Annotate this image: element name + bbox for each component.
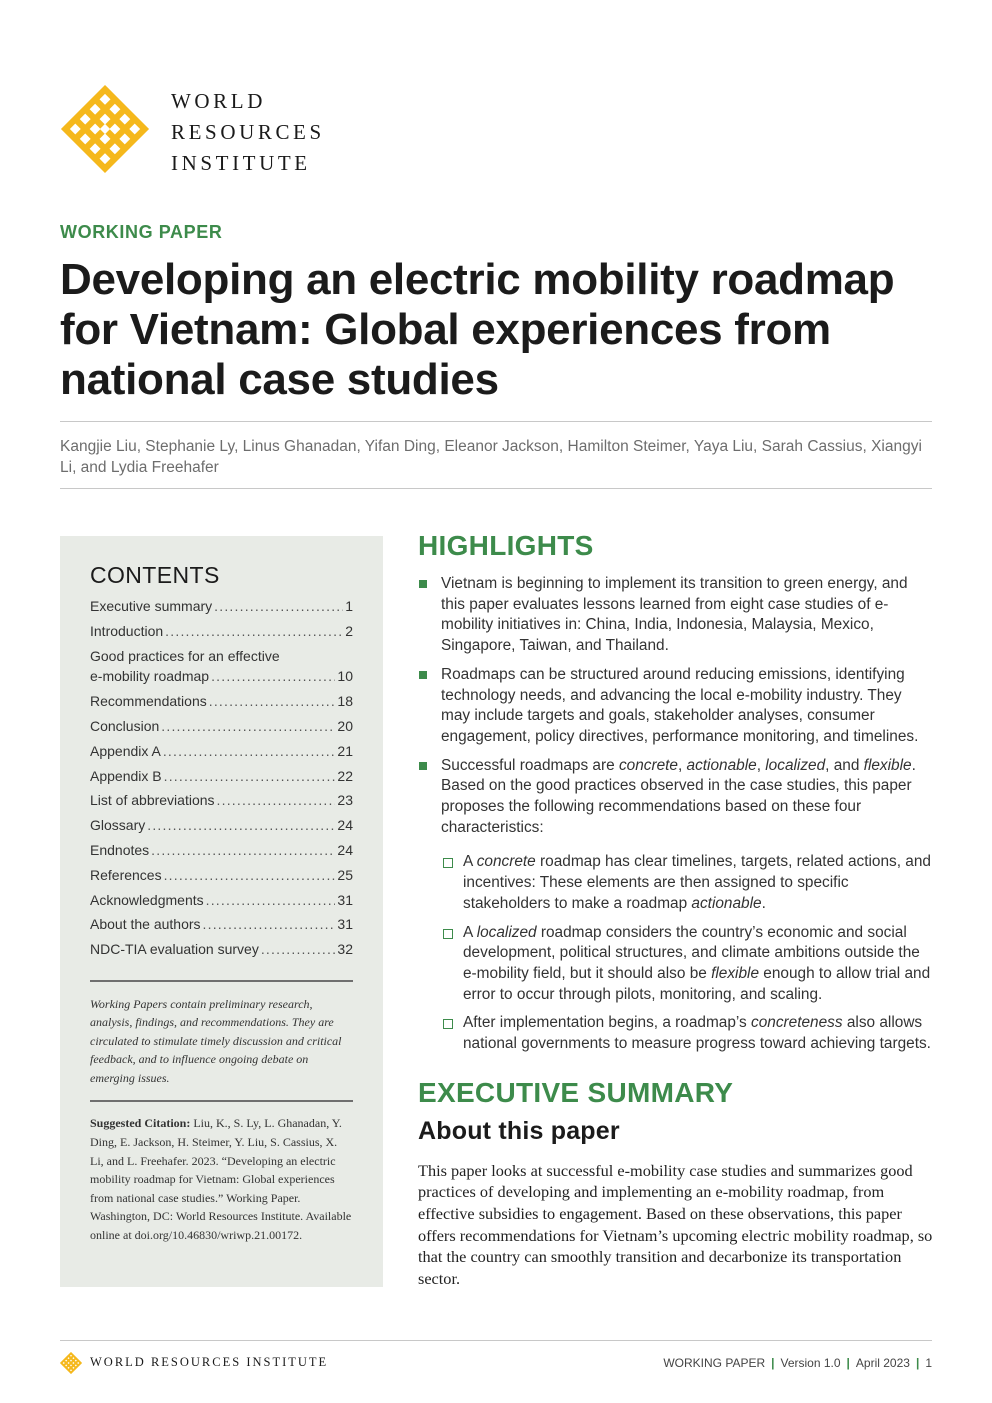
- page-number: 1: [925, 1356, 932, 1370]
- footer-doc-type: WORKING PAPER: [663, 1356, 766, 1370]
- toc-label: Introduction: [90, 622, 164, 639]
- toc-item[interactable]: [90, 766, 353, 787]
- toc-leader: [261, 939, 336, 960]
- text-run: enough to allow trial and error to occur through pilots, monitoring, and scaling.: [463, 964, 931, 1003]
- text-run: . Based on the good practices observed in the case studies, this paper proposes the following recommendations based on these four characteristics:: [441, 756, 916, 836]
- text-run: ,: [756, 756, 766, 774]
- about-paper-heading: About this paper: [418, 1116, 620, 1145]
- emphasis: concrete: [618, 756, 678, 774]
- emphasis: flexible: [863, 756, 912, 774]
- toc-label: Glossary: [90, 817, 146, 834]
- toc-page: 22: [337, 767, 353, 784]
- org-name-line-2: RESOURCES: [171, 120, 325, 144]
- toc-leader: [164, 766, 336, 787]
- executive-summary-heading: EXECUTIVE SUMMARY: [418, 1076, 734, 1108]
- toc-leader: [161, 716, 335, 737]
- toc-label: Endnotes: [90, 841, 150, 858]
- toc-item[interactable]: [90, 741, 353, 762]
- text-run: roadmap has clear timelines, targets, related actions, and incentives: These elements are then assigned to specific stakeholders to make a roadmap: [463, 853, 931, 912]
- toc-label: List of abbreviations: [90, 792, 215, 809]
- text-run: .: [761, 894, 766, 912]
- recommendation-item: [441, 852, 934, 914]
- text-run: A: [463, 923, 477, 941]
- toc-label: Executive summary: [90, 598, 213, 614]
- author-list: Kangjie Liu, Stephanie Ly, Linus Ghanadan, Yifan Ding, Eleanor Jackson, Hamilton Steimer, Yaya Liu, Sarah Cassius, Xiangyi Li, and Lydia Freehafer: [60, 438, 922, 476]
- executive-summary-body: This paper looks at successful e-mobility case studies and summarizes good practices of developing and implementing an e-mobility roadmap, from effective subsidies to engagement. Based on these observations, this paper offers recommendations for Vietnam’s upcoming electric mobility roadmap, so that the country can smoothly transition and decarbonize its transportation sector.: [418, 1160, 933, 1288]
- text-run: roadmap considers the country’s economic and social development, political structures, and climate ambitions outside the e-mobility field, but it should also be: [463, 923, 920, 982]
- footer-separator: |: [846, 1356, 850, 1370]
- toc-page: 20: [337, 717, 353, 734]
- toc-item[interactable]: [90, 621, 353, 642]
- toc-page: 25: [337, 866, 353, 883]
- toc-page: 31: [337, 916, 353, 933]
- toc-label-line-1: Good practices for an effective: [90, 647, 280, 664]
- footer-separator: |: [915, 1356, 920, 1370]
- citation-label: Suggested Citation:: [90, 1116, 191, 1131]
- toc-label: e-mobility roadmap: [90, 668, 210, 685]
- toc-page: 32: [337, 941, 353, 958]
- toc-leader: [147, 815, 335, 836]
- footer-divider: [60, 1340, 932, 1341]
- text-run: A: [463, 853, 477, 871]
- text-run: Successful roadmaps are: [441, 756, 619, 774]
- org-name-line-1: WORLD: [171, 89, 266, 113]
- toc-item[interactable]: [90, 815, 353, 836]
- wri-logo: [60, 84, 150, 174]
- recommendation-item: [441, 923, 934, 1006]
- toc-item[interactable]: [90, 939, 353, 960]
- recommendation-item: [441, 1013, 934, 1054]
- toc-leader: [164, 865, 336, 886]
- authors-divider: [60, 488, 932, 489]
- toc-list: [90, 596, 353, 960]
- toc-label: Appendix A: [90, 742, 161, 759]
- toc-item[interactable]: [90, 691, 353, 712]
- toc-label: Acknowledgments: [90, 891, 204, 908]
- recommendation-list: [441, 852, 934, 1054]
- wri-logo-small-icon: [60, 1352, 82, 1374]
- highlights-heading: HIGHLIGHTS: [418, 530, 594, 561]
- toc-page: 23: [337, 792, 353, 809]
- toc-label: About the authors: [90, 916, 201, 933]
- page-title: Developing an electric mobility roadmap for Vietnam: Global experiences from national case studies: [60, 255, 895, 404]
- toc-item[interactable]: [90, 646, 353, 688]
- toc-leader: [214, 596, 343, 617]
- toc-page: 24: [337, 841, 353, 858]
- toc-item[interactable]: [90, 914, 353, 935]
- toc-leader: [217, 790, 336, 811]
- toc-leader: [151, 840, 335, 861]
- footer-date: April 2023: [855, 1356, 910, 1370]
- toc-leader: [209, 691, 336, 712]
- toc-page: 31: [337, 891, 353, 908]
- contents-title: CONTENTS: [90, 562, 220, 588]
- toc-leader: [203, 914, 336, 935]
- footer-separator: |: [771, 1356, 775, 1370]
- toc-label: NDC-TIA evaluation survey: [90, 941, 259, 958]
- toc-leader: [165, 621, 343, 642]
- citation-text: Liu, K., S. Ly, L. Ghanadan, Y. Ding, E. Jackson, H. Steimer, Y. Liu, S. Cassius, X. Li, and L. Freehafer. 2023. “Developing an electric mobility roadmap for Vietnam: Global experiences from national case studies.” Working Paper. Washington, DC: World Resources Institute. Available online at doi.org/10.46830/wriwp.21.00172.: [90, 1116, 352, 1243]
- org-name: [171, 86, 325, 179]
- emphasis: actionable: [686, 756, 757, 774]
- title-divider: [60, 421, 932, 422]
- highlight-item: Vietnam is beginning to implement its transition to green energy, and this paper evaluates lessons learned from eight case studies of e-mobility initiatives in: China, India, Indonesia, Malaysia, Mexico, Singapore, Taiwan, and Thailand.: [418, 574, 934, 657]
- highlight-item: [418, 756, 934, 1055]
- text-run: After implementation begins, a roadmap’s: [463, 1014, 752, 1032]
- emphasis: concreteness: [751, 1014, 843, 1032]
- toc-item[interactable]: [90, 596, 353, 617]
- toc-item[interactable]: [90, 890, 353, 911]
- toc-leader: [206, 890, 336, 911]
- footer-org-name: WORLD RESOURCES INSTITUTE: [90, 1355, 329, 1369]
- toc-label: Appendix B: [90, 767, 162, 784]
- toc-page: 1: [345, 598, 353, 614]
- toc-item[interactable]: [90, 716, 353, 737]
- toc-leader: [211, 666, 335, 687]
- toc-item[interactable]: [90, 865, 353, 886]
- emphasis: concrete: [476, 853, 536, 871]
- toc-page: 21: [337, 742, 353, 759]
- toc-label: Conclusion: [90, 717, 160, 734]
- footer-version: Version 1.0: [780, 1356, 841, 1370]
- emphasis: flexible: [711, 964, 760, 982]
- toc-label: Recommendations: [90, 693, 207, 710]
- highlight-item: Roadmaps can be structured around reducing emissions, identifying technology needs, and advancing the local e-mobility industry. They may include targets and goals, stakeholder analyses, consumer engagement, policy directives, performance monitoring, and timelines.: [418, 665, 934, 748]
- suggested-citation: [90, 1102, 353, 1244]
- footer-meta: [663, 1356, 932, 1370]
- emphasis: actionable: [691, 894, 762, 912]
- text-run: , and: [825, 756, 864, 774]
- emphasis: localized: [476, 923, 537, 941]
- toc-page: 2: [345, 622, 353, 639]
- text-run: also allows national governments to measure progress toward achieving targets.: [463, 1014, 931, 1053]
- toc-page: 24: [337, 817, 353, 834]
- toc-page: 18: [337, 693, 353, 710]
- working-paper-note: Working Papers contain preliminary research, analysis, findings, and recommendations. They are circulated to stimulate timely discussion and critical feedback, and to influence ongoing debate on emerging issues.: [90, 996, 342, 1085]
- document-type: WORKING PAPER: [60, 222, 223, 242]
- toc-page: 10: [337, 668, 353, 685]
- main-column: [418, 530, 934, 1289]
- emphasis: localized: [765, 756, 826, 774]
- toc-item[interactable]: [90, 840, 353, 861]
- text-run: ,: [677, 756, 687, 774]
- org-name-line-3: INSTITUTE: [171, 151, 311, 175]
- highlights-list: [418, 574, 934, 1055]
- contents-panel: [60, 536, 383, 1287]
- toc-leader: [163, 741, 336, 762]
- toc-item[interactable]: [90, 790, 353, 811]
- toc-label: References: [90, 866, 162, 883]
